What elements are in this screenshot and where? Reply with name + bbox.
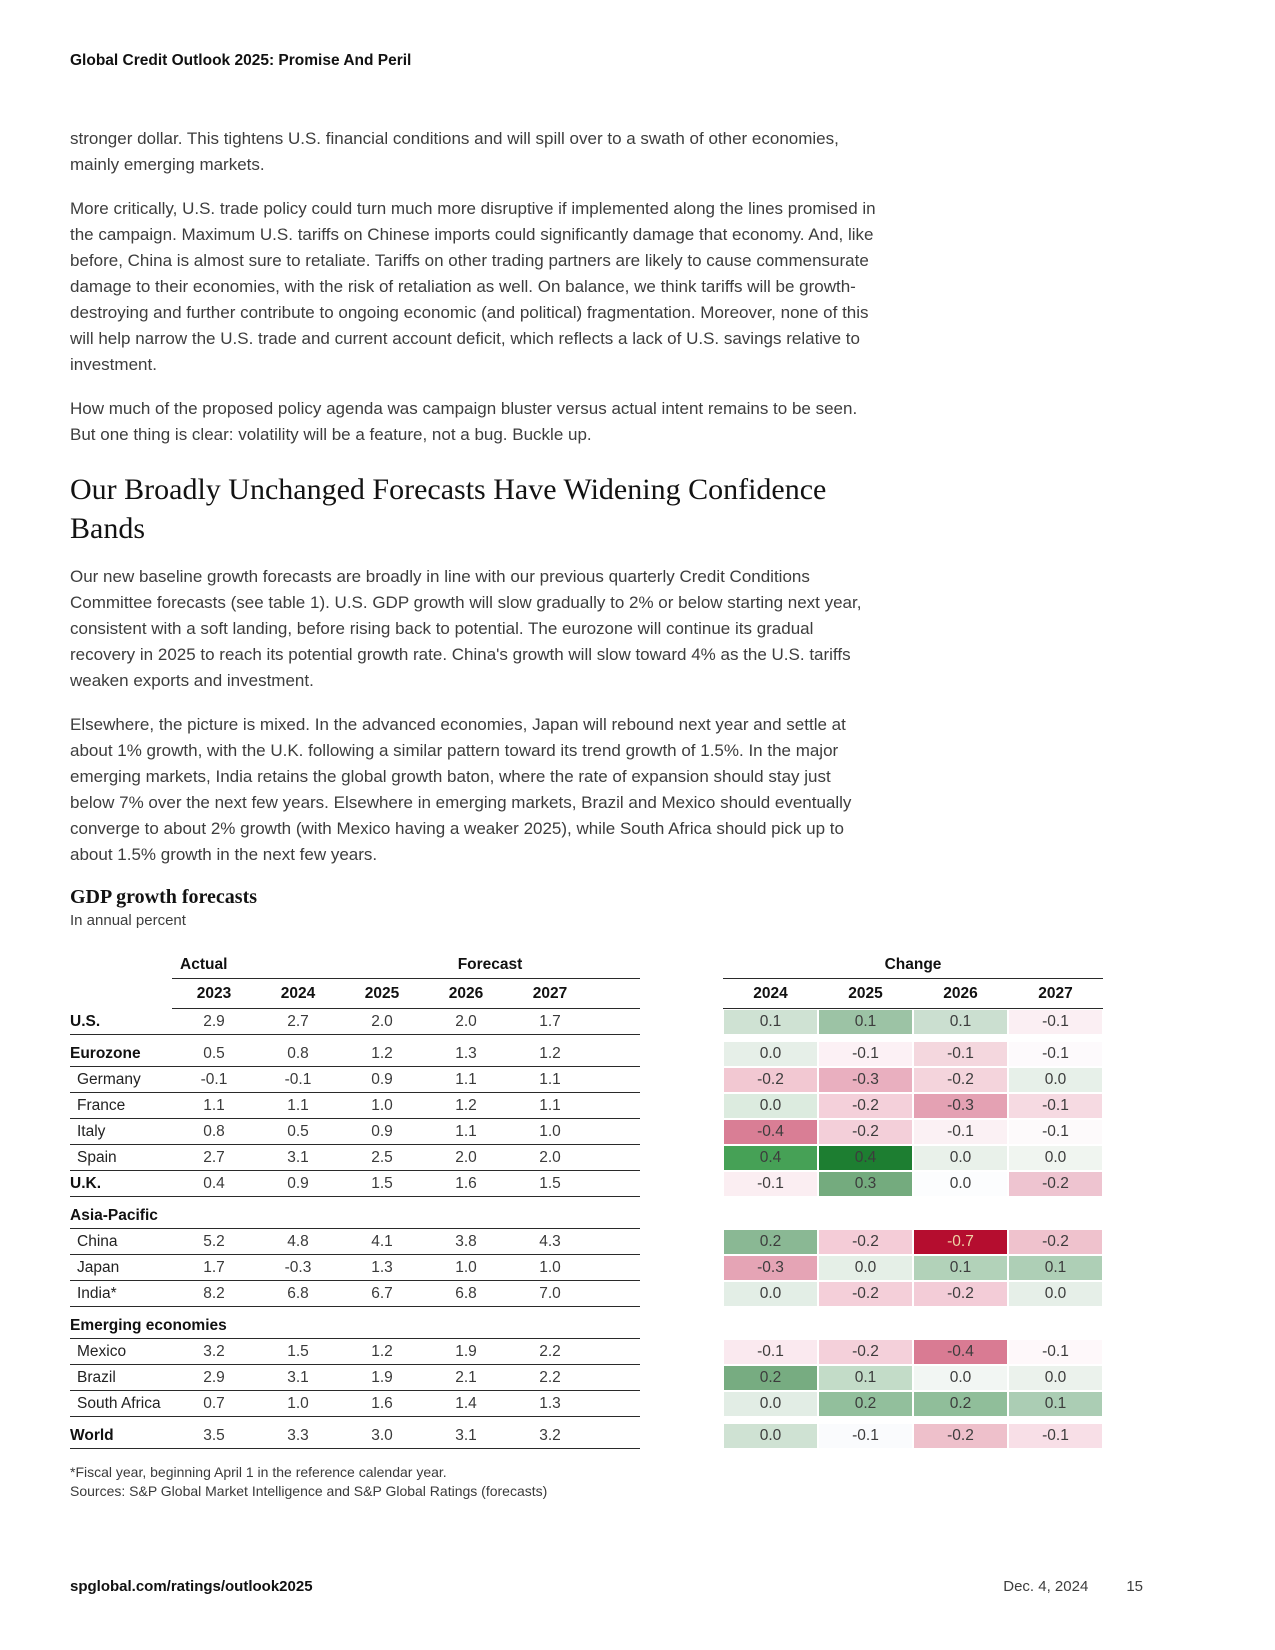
value-cell: 2.9	[203, 1012, 225, 1030]
change-cell: -0.1	[914, 1120, 1007, 1144]
value-cell: 1.2	[539, 1044, 561, 1062]
table-years-header-row	[70, 979, 1145, 1009]
change-cell: 0.0	[914, 1366, 1007, 1390]
change-cell: 0.1	[914, 1010, 1007, 1034]
value-cell: 1.1	[455, 1122, 477, 1140]
row-left	[70, 1041, 640, 1067]
change-cell: 0.0	[1009, 1068, 1102, 1092]
row-left	[70, 1067, 640, 1093]
value-cell: 0.5	[203, 1044, 225, 1062]
row-changes	[723, 1229, 1103, 1255]
year-header: 2026	[943, 984, 978, 1002]
table-gap	[640, 1281, 723, 1307]
row-changes	[723, 1041, 1103, 1067]
year-header: 2024	[753, 984, 788, 1002]
row-left	[70, 1365, 640, 1391]
table-row	[70, 1229, 1145, 1255]
change-group-label: Change	[723, 951, 1103, 979]
row-label: Asia-Pacific	[70, 1206, 158, 1224]
table-footnotes	[70, 1463, 1145, 1501]
table-gap	[640, 1203, 723, 1229]
table-row	[70, 1145, 1145, 1171]
value-cell: 1.4	[455, 1394, 477, 1412]
change-cell: 0.0	[1009, 1366, 1102, 1390]
value-cell: 1.1	[287, 1096, 309, 1114]
value-cell: 1.0	[287, 1394, 309, 1412]
change-years-header	[723, 979, 1103, 1009]
value-cell: 6.7	[371, 1284, 393, 1302]
change-cell: -0.2	[1009, 1172, 1102, 1196]
row-changes	[723, 1391, 1103, 1417]
row-left	[70, 1171, 640, 1197]
row-left	[70, 1391, 640, 1417]
value-cell: -0.3	[284, 1258, 312, 1276]
change-cell: 0.0	[914, 1146, 1007, 1170]
table-gap	[640, 1313, 723, 1339]
change-cell: 0.0	[724, 1392, 817, 1416]
row-label: China	[77, 1232, 118, 1250]
value-cell: 2.1	[455, 1368, 477, 1386]
row-label: Eurozone	[70, 1044, 141, 1062]
row-changes	[723, 1009, 1103, 1035]
footer-link[interactable]: spglobal.com/ratings/outlook2025	[70, 1578, 313, 1595]
row-left	[70, 1145, 640, 1171]
row-changes	[723, 1203, 1103, 1229]
table-subtitle: In annual percent	[70, 912, 186, 929]
change-cell: 0.4	[819, 1146, 912, 1170]
table-gap	[640, 1171, 723, 1197]
value-cell: 0.7	[203, 1394, 225, 1412]
change-cell: -0.1	[914, 1042, 1007, 1066]
value-cell: 2.2	[539, 1368, 561, 1386]
change-cell: -0.1	[1009, 1094, 1102, 1118]
change-cell: -0.1	[724, 1172, 817, 1196]
change-cell: 0.2	[724, 1230, 817, 1254]
change-cell: -0.4	[914, 1340, 1007, 1364]
value-cell: 1.1	[203, 1096, 225, 1114]
change-cell: -0.1	[1009, 1010, 1102, 1034]
row-left	[70, 1119, 640, 1145]
year-header: 2026	[448, 984, 484, 1002]
table-section-row	[70, 1203, 1145, 1229]
change-cell: 0.1	[819, 1010, 912, 1034]
change-cell: -0.2	[819, 1340, 912, 1364]
table-group-header-row	[70, 951, 1145, 979]
value-cell: 1.6	[455, 1174, 477, 1192]
value-cell: 3.1	[287, 1148, 309, 1166]
table-row	[70, 1281, 1145, 1307]
change-cell: -0.1	[1009, 1340, 1102, 1364]
change-cell: -0.2	[914, 1068, 1007, 1092]
group-header-rule	[172, 951, 640, 979]
row-changes	[723, 1067, 1103, 1093]
row-left	[70, 1009, 640, 1035]
article-body-continued	[70, 564, 876, 868]
value-cell: 1.0	[539, 1122, 561, 1140]
table-gap	[640, 1255, 723, 1281]
year-header: 2025	[848, 984, 883, 1002]
table-gap	[640, 1365, 723, 1391]
value-cell: 0.4	[203, 1174, 225, 1192]
value-cell: 1.0	[371, 1096, 393, 1114]
value-cell: 1.1	[539, 1070, 561, 1088]
value-cell: 2.5	[371, 1148, 393, 1166]
value-cell: 2.9	[203, 1368, 225, 1386]
actual-group-label: Actual	[180, 955, 228, 973]
footer-date: Dec. 4, 2024	[1003, 1578, 1089, 1595]
paragraph: Our new baseline growth forecasts are broadly in line with our previous quarterly Credit Conditions Committee forecasts (see table 1). U.S. GDP growth will slow gradually to 2% or below starting next year, consistent with a soft landing, before rising back to potential. The eurozone will continue its gradual recovery in 2025 to reach its potential growth rate. China's growth will slow toward 4% as the U.S. tariffs weaken exports and investment.	[70, 567, 862, 690]
change-cell: -0.1	[1009, 1042, 1102, 1066]
change-cell: -0.1	[724, 1340, 817, 1364]
table-gap	[640, 1145, 723, 1171]
row-left	[70, 1093, 640, 1119]
change-cell: 0.1	[1009, 1392, 1102, 1416]
change-cell: 0.1	[724, 1010, 817, 1034]
footer-meta	[1003, 1578, 1143, 1595]
page-footer	[70, 1578, 1143, 1595]
year-header: 2024	[280, 984, 316, 1002]
value-cell: 1.2	[455, 1096, 477, 1114]
table-gap	[640, 979, 723, 1009]
value-cell: 7.0	[539, 1284, 561, 1302]
row-label: Mexico	[77, 1342, 127, 1360]
group-header-left	[70, 951, 640, 979]
value-cell: 1.9	[455, 1342, 477, 1360]
value-cell: 4.8	[287, 1232, 309, 1250]
value-cell: 0.8	[287, 1044, 309, 1062]
years-header-left	[70, 979, 640, 1009]
change-cell: -0.2	[914, 1424, 1007, 1448]
footer-page-number: 15	[1126, 1578, 1143, 1595]
value-cell: 1.0	[539, 1258, 561, 1276]
row-label: France	[77, 1096, 126, 1114]
row-left	[70, 1313, 640, 1339]
row-label: Japan	[77, 1258, 120, 1276]
year-header: 2023	[196, 984, 232, 1002]
change-cell: 0.0	[1009, 1282, 1102, 1306]
change-cell: 0.0	[724, 1094, 817, 1118]
value-cell: 1.1	[539, 1096, 561, 1114]
row-label: U.S.	[70, 1012, 101, 1030]
value-cell: 3.1	[287, 1368, 309, 1386]
value-cell: 3.2	[203, 1342, 225, 1360]
row-left	[70, 1255, 640, 1281]
table-gap	[640, 1119, 723, 1145]
value-cell: 3.5	[203, 1426, 225, 1444]
value-cell: 3.1	[455, 1426, 477, 1444]
value-cell: 1.3	[539, 1394, 561, 1412]
row-changes	[723, 1365, 1103, 1391]
value-cell: -0.1	[200, 1070, 228, 1088]
table-row	[70, 1339, 1145, 1365]
row-label: Spain	[77, 1148, 117, 1166]
value-cell: 4.3	[539, 1232, 561, 1250]
change-cell: -0.1	[819, 1424, 912, 1448]
value-cell: 1.2	[371, 1342, 393, 1360]
value-cell: 2.7	[287, 1012, 309, 1030]
value-cell: 1.3	[371, 1258, 393, 1276]
change-cell: -0.3	[819, 1068, 912, 1092]
table-row	[70, 1067, 1145, 1093]
forecast-group-label: Forecast	[457, 955, 523, 973]
value-cell: 1.7	[539, 1012, 561, 1030]
footnote: *Fiscal year, beginning April 1 in the reference calendar year.	[70, 1464, 447, 1480]
row-label: Germany	[77, 1070, 141, 1088]
value-cell: 2.0	[539, 1148, 561, 1166]
row-label: U.K.	[70, 1174, 101, 1192]
table-row	[70, 1119, 1145, 1145]
change-cell: -0.2	[819, 1120, 912, 1144]
value-cell: 1.0	[455, 1258, 477, 1276]
change-cell: -0.1	[1009, 1120, 1102, 1144]
row-changes	[723, 1313, 1103, 1339]
value-cell: 1.9	[371, 1368, 393, 1386]
value-cell: 2.0	[455, 1012, 477, 1030]
change-cell: 0.1	[1009, 1256, 1102, 1280]
section-heading: Our Broadly Unchanged Forecasts Have Widening Confidence Bands	[70, 473, 827, 545]
table-gap	[640, 1391, 723, 1417]
table-row	[70, 1423, 1145, 1449]
table-gap	[640, 1423, 723, 1449]
row-left	[70, 1423, 640, 1449]
row-label: India*	[77, 1284, 117, 1302]
change-cell: 0.0	[819, 1256, 912, 1280]
change-cell: -0.2	[724, 1068, 817, 1092]
paragraph: Elsewhere, the picture is mixed. In the advanced economies, Japan will rebound next year and settle at about 1% growth, with the U.K. following a similar pattern toward its trend growth of 1.5%. In the major emerging markets, India retains the global growth baton, where the rate of expansion should stay just below 7% over the next few years. Elsewhere in emerging markets, Brazil and Mexico should eventually converge to about 2% growth (with Mexico having a weaker 2025), while South Africa should pick up to about 1.5% growth in the next few years.	[70, 715, 852, 864]
row-label: South Africa	[77, 1394, 161, 1412]
table-row	[70, 1391, 1145, 1417]
change-cell: -0.2	[819, 1282, 912, 1306]
value-cell: 1.2	[371, 1044, 393, 1062]
value-cell: 3.2	[539, 1426, 561, 1444]
value-cell: 2.0	[455, 1148, 477, 1166]
change-cell: 0.3	[819, 1172, 912, 1196]
paragraph: stronger dollar. This tightens U.S. financial conditions and will spill over to a swath of other economies, mainly emerging markets.	[70, 129, 839, 174]
row-changes	[723, 1119, 1103, 1145]
change-cell: 0.1	[819, 1366, 912, 1390]
value-cell: 0.8	[203, 1122, 225, 1140]
change-cell: -0.3	[914, 1094, 1007, 1118]
table-row	[70, 1171, 1145, 1197]
value-cell: 1.3	[455, 1044, 477, 1062]
article-body	[70, 126, 876, 448]
row-left	[70, 1203, 640, 1229]
running-header: Global Credit Outlook 2025: Promise And Peril	[70, 52, 412, 69]
change-cell: 0.0	[724, 1042, 817, 1066]
gdp-growth-table	[70, 951, 1145, 1449]
row-left	[70, 1281, 640, 1307]
change-cell: 0.1	[914, 1256, 1007, 1280]
change-cell: -0.1	[1009, 1424, 1102, 1448]
table-row	[70, 1255, 1145, 1281]
change-cell: -0.3	[724, 1256, 817, 1280]
table-row	[70, 1009, 1145, 1035]
change-cell: 0.0	[724, 1282, 817, 1306]
gdp-table-body	[70, 1009, 1145, 1449]
row-label: Brazil	[77, 1368, 116, 1386]
value-cell: 4.1	[371, 1232, 393, 1250]
row-label: World	[70, 1426, 114, 1444]
paragraph: More critically, U.S. trade policy could turn much more disruptive if implemented along the lines promised in the campaign. Maximum U.S. tariffs on Chinese imports could significantly damage that economy. And, like before, China is almost sure to retaliate. Tariffs on other trading partners are likely to cause commensurate damage to their economies, with the risk of retaliation as well. On balance, we think tariffs will be growth-destroying and further contribute to ongoing economic (and political) fragmentation. Moreover, none of this will help narrow the U.S. trade and current account deficit, which reflects a lack of U.S. savings relative to investment.	[70, 199, 876, 374]
value-cell: 8.2	[203, 1284, 225, 1302]
value-cell: 0.9	[371, 1122, 393, 1140]
years-header-rule	[172, 979, 640, 1009]
value-cell: 5.2	[203, 1232, 225, 1250]
change-cell: -0.1	[819, 1042, 912, 1066]
value-cell: 1.1	[455, 1070, 477, 1088]
value-cell: 0.5	[287, 1122, 309, 1140]
table-section-row	[70, 1313, 1145, 1339]
value-cell: 6.8	[455, 1284, 477, 1302]
table-title: GDP growth forecasts	[70, 886, 258, 908]
value-cell: 3.0	[371, 1426, 393, 1444]
change-cell: -0.2	[819, 1230, 912, 1254]
value-cell: 1.5	[287, 1342, 309, 1360]
row-left	[70, 1229, 640, 1255]
change-cell: 0.4	[724, 1146, 817, 1170]
row-changes	[723, 1255, 1103, 1281]
change-cell: 0.2	[914, 1392, 1007, 1416]
row-label: Emerging economies	[70, 1316, 227, 1334]
change-cell: -0.2	[1009, 1230, 1102, 1254]
table-gap	[640, 1067, 723, 1093]
value-cell: -0.1	[284, 1070, 312, 1088]
row-changes	[723, 1423, 1103, 1449]
value-cell: 0.9	[287, 1174, 309, 1192]
footnote: Sources: S&P Global Market Intelligence and S&P Global Ratings (forecasts)	[70, 1483, 548, 1499]
row-changes	[723, 1145, 1103, 1171]
row-label: Italy	[77, 1122, 106, 1140]
table-row	[70, 1041, 1145, 1067]
value-cell: 3.3	[287, 1426, 309, 1444]
table-row	[70, 1093, 1145, 1119]
paragraph: How much of the proposed policy agenda was campaign bluster versus actual intent remains to be seen. But one thing is clear: volatility will be a feature, not a bug. Buckle up.	[70, 399, 858, 444]
table-gap	[640, 1339, 723, 1365]
change-cell: 0.0	[724, 1424, 817, 1448]
year-header: 2027	[532, 984, 568, 1002]
row-changes	[723, 1171, 1103, 1197]
table-gap	[640, 1229, 723, 1255]
value-cell: 2.2	[539, 1342, 561, 1360]
value-cell: 2.7	[203, 1148, 225, 1166]
value-cell: 6.8	[287, 1284, 309, 1302]
change-cell: 0.2	[724, 1366, 817, 1390]
table-gap	[640, 1009, 723, 1035]
table-row	[70, 1365, 1145, 1391]
change-cell: 0.0	[914, 1172, 1007, 1196]
change-cell: 0.2	[819, 1392, 912, 1416]
value-cell: 2.0	[371, 1012, 393, 1030]
row-changes	[723, 1281, 1103, 1307]
value-cell: 1.7	[203, 1258, 225, 1276]
value-cell: 1.5	[371, 1174, 393, 1192]
row-left	[70, 1339, 640, 1365]
value-cell: 1.6	[371, 1394, 393, 1412]
table-gap	[640, 1041, 723, 1067]
row-changes	[723, 1093, 1103, 1119]
value-cell: 1.5	[539, 1174, 561, 1192]
change-cell: -0.4	[724, 1120, 817, 1144]
table-gap	[640, 951, 723, 979]
year-header: 2025	[364, 984, 400, 1002]
change-cell: 0.0	[1009, 1146, 1102, 1170]
value-cell: 0.9	[371, 1070, 393, 1088]
row-changes	[723, 1339, 1103, 1365]
table-gap	[640, 1093, 723, 1119]
change-cell: -0.2	[914, 1282, 1007, 1306]
value-cell: 3.8	[455, 1232, 477, 1250]
year-header: 2027	[1038, 984, 1073, 1002]
change-cell: -0.7	[914, 1230, 1007, 1254]
change-cell: -0.2	[819, 1094, 912, 1118]
